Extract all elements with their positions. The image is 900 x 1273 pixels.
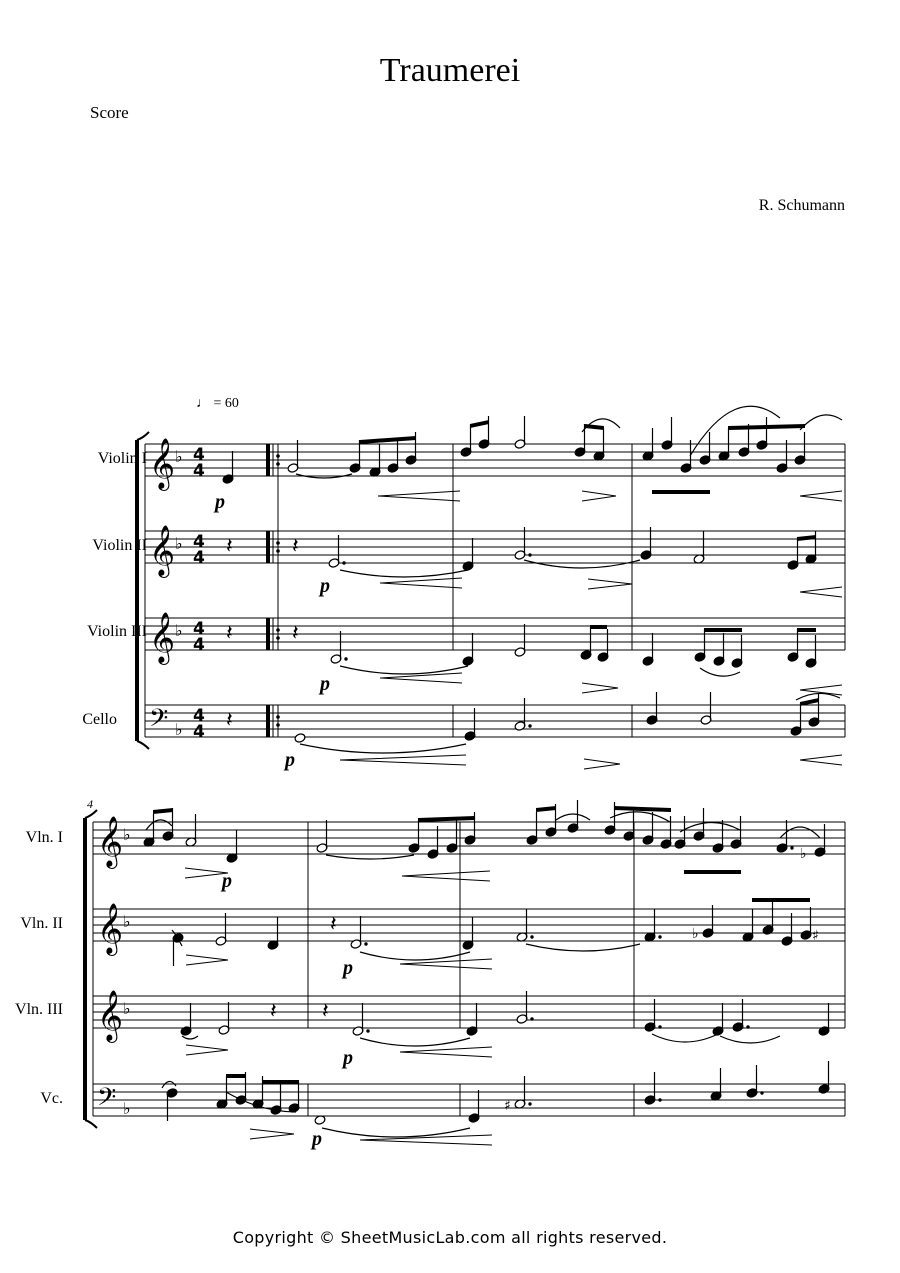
augmentation-dot	[658, 935, 661, 938]
treble-clef: 𝄞	[97, 816, 124, 867]
slur	[162, 1081, 176, 1088]
crescendo-hairpin	[400, 1047, 492, 1057]
bracket-top	[85, 810, 97, 818]
repeat-thick-bar	[266, 444, 270, 476]
augmentation-dot	[658, 1098, 661, 1101]
augmentation-dot	[344, 657, 347, 660]
beam	[360, 436, 416, 444]
tempo-marking: ♩ = 60	[196, 396, 239, 411]
augmentation-dot	[658, 1025, 661, 1028]
beam	[536, 806, 556, 812]
time-signature-bottom: 4	[193, 461, 205, 481]
key-signature-flat: ♭	[123, 999, 131, 1018]
dynamic-piano: p	[320, 575, 330, 597]
beam	[153, 808, 173, 814]
repeat-dot	[276, 723, 280, 727]
slur	[360, 1038, 470, 1046]
beam	[614, 806, 671, 812]
quarter-rest: 𝄽	[226, 621, 233, 646]
beam	[226, 1074, 246, 1078]
dynamic-piano: p	[222, 870, 232, 892]
slur	[720, 1036, 780, 1043]
bracket-bottom	[85, 1120, 97, 1128]
beam	[797, 628, 816, 632]
slur	[146, 820, 172, 830]
treble-clef: 𝄞	[97, 903, 124, 954]
quarter-rest: 𝄽	[330, 912, 337, 937]
augmentation-dot	[528, 724, 531, 727]
beam	[470, 420, 489, 428]
beam	[262, 1080, 298, 1084]
repeat-thick-bar	[266, 531, 270, 563]
notehead	[294, 733, 306, 744]
slur	[182, 1036, 198, 1039]
copyright-footer: Copyright © SheetMusicLab.com all rights reserved.	[232, 1228, 668, 1247]
dynamics	[213, 491, 353, 1150]
time-signature-bottom: 4	[193, 635, 205, 655]
augmentation-dot	[528, 553, 531, 556]
quarter-rest: 𝄽	[292, 534, 299, 559]
slur	[360, 952, 470, 960]
dynamic-piano: p	[343, 1047, 353, 1069]
repeat-dot	[276, 636, 280, 640]
time-signature-top: 4	[193, 532, 205, 552]
dynamic-piano: p	[312, 1128, 322, 1150]
beam	[684, 870, 741, 874]
augmentation-dot	[790, 846, 793, 849]
decrescendo-hairpin	[582, 683, 618, 693]
time-signature-bottom: 4	[193, 548, 205, 568]
bass-clef: 𝄢	[149, 704, 169, 739]
slur	[800, 415, 842, 430]
instrument-label-violin-1: Violin I	[97, 450, 147, 467]
repeat-dot	[276, 549, 280, 553]
repeat-dot	[276, 462, 280, 466]
repeat-dot	[276, 541, 280, 545]
treble-clef: 𝄞	[149, 525, 176, 576]
quarter-rest: 𝄽	[292, 621, 299, 646]
key-signature-flat: ♭	[175, 534, 183, 553]
decrescendo-hairpin	[186, 1045, 228, 1055]
quarter-rest: 𝄽	[270, 999, 277, 1024]
slur	[556, 814, 590, 820]
augmentation-dot	[366, 1029, 369, 1032]
key-signature-flat: ♭	[175, 621, 183, 640]
beam	[590, 625, 607, 629]
time-signature-top: 4	[193, 445, 205, 465]
notes	[143, 416, 830, 1125]
crescendo-hairpin	[800, 587, 842, 597]
crescendo-hairpin	[380, 578, 462, 588]
decrescendo-hairpin	[584, 759, 620, 769]
instrument-label-cello: Cello	[82, 711, 117, 728]
augmentation-dot	[342, 561, 345, 564]
decrescendo-hairpin	[250, 1129, 294, 1139]
time-signature-top: 4	[193, 706, 205, 726]
measure-number	[87, 797, 93, 811]
slur	[652, 1034, 718, 1042]
slur	[680, 822, 740, 832]
augmentation-dot	[530, 935, 533, 938]
dynamic-piano: p	[343, 957, 353, 979]
beam	[797, 535, 816, 541]
hairpins	[185, 491, 842, 1145]
crescendo-hairpin	[800, 491, 842, 501]
quarter-rest: 𝄽	[226, 708, 233, 733]
sharp-accidental: ♯	[812, 928, 819, 944]
slur	[340, 666, 468, 674]
time-signature-bottom: 4	[193, 722, 205, 742]
repeat-dot	[276, 715, 280, 719]
slur	[322, 1128, 470, 1137]
treble-clef: 𝄞	[97, 990, 124, 1041]
slur	[526, 944, 640, 951]
crescendo-hairpin	[800, 755, 842, 765]
slur	[524, 560, 640, 568]
treble-clef: 𝄞	[149, 612, 176, 663]
crescendo-hairpin	[380, 673, 462, 683]
crescendo-hairpin	[340, 755, 466, 765]
flat-accidental: ♭	[800, 846, 807, 862]
sharp-accidental: ♯	[504, 1098, 511, 1114]
score-label: Score	[90, 103, 129, 122]
key-signature-flat: ♭	[123, 825, 131, 844]
beam	[652, 490, 710, 494]
quarter-rest: 𝄽	[226, 534, 233, 559]
clefs	[97, 438, 205, 1118]
augmentation-dot	[760, 1091, 763, 1094]
instrument-label-vc: Vc.	[40, 1090, 63, 1107]
slur	[610, 812, 670, 822]
instrument-label-violin-2: Violin II	[92, 537, 147, 554]
slur	[582, 419, 620, 432]
instrument-label-vln-2: Vln. II	[20, 915, 63, 932]
bass-clef: 𝄢	[97, 1083, 117, 1118]
repeat-dot	[276, 628, 280, 632]
instrument-label-vln-1: Vln. I	[25, 829, 63, 846]
repeat-dot	[276, 454, 280, 458]
beam	[752, 898, 810, 902]
slur	[340, 570, 468, 577]
staff-lines	[93, 444, 845, 1116]
key-signature-flat: ♭	[123, 1099, 131, 1118]
key-signature-flat: ♭	[123, 912, 131, 931]
augmentation-dot	[530, 1017, 533, 1020]
composer-name: R. Schumann	[758, 197, 845, 214]
score-title: Traumerei	[379, 52, 521, 89]
quarter-rest: 𝄽	[322, 999, 329, 1024]
bracket-bottom	[137, 741, 149, 749]
crescendo-hairpin	[402, 871, 490, 881]
repeat-thick-bar	[266, 705, 270, 737]
dynamic-piano: p	[215, 491, 225, 513]
treble-clef: 𝄞	[149, 438, 176, 489]
beam	[704, 628, 742, 632]
bracket-top	[137, 432, 149, 440]
beam	[418, 816, 475, 822]
crescendo-hairpin	[378, 491, 460, 501]
time-signature-top: 4	[193, 619, 205, 639]
slur	[326, 855, 414, 859]
augmentation-dot	[746, 1025, 749, 1028]
decrescendo-hairpin	[588, 579, 632, 589]
decrescendo-hairpin	[582, 491, 616, 501]
slur	[700, 668, 740, 676]
instrument-label-vln-3: Vln. III	[15, 1001, 63, 1018]
repeat-thick-bar	[266, 618, 270, 650]
dynamic-piano: p	[320, 673, 330, 695]
instrument-label-violin-3: Violin III	[87, 623, 147, 640]
decrescendo-hairpin	[186, 955, 228, 965]
dynamic-piano: p	[285, 749, 295, 771]
slur	[300, 744, 466, 753]
flat-accidental: ♭	[692, 926, 699, 942]
key-signature-flat: ♭	[175, 720, 183, 739]
measure-number-text: 4	[87, 797, 93, 811]
key-signature-flat: ♭	[175, 447, 183, 466]
augmentation-dot	[528, 1102, 531, 1105]
augmentation-dot	[364, 942, 367, 945]
